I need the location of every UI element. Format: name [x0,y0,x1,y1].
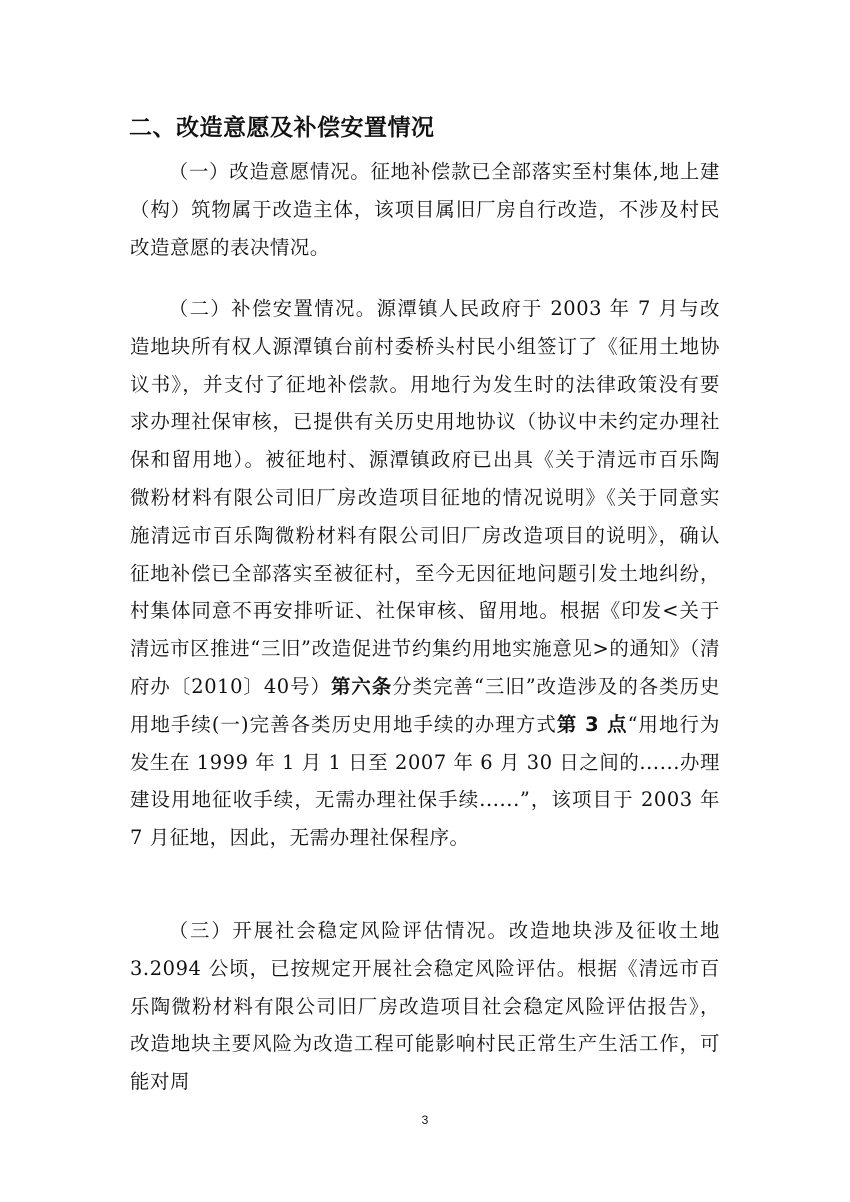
bold-point-ref: 第 3 点 [556,712,628,736]
paragraph-text: （三）开展社会稳定风险评估情况。改造地块涉及征收土地 3.2094 公顷，已按规定开展社会稳定风险评估。根据《清远市百乐陶微粉材料有限公司旧厂房改造项目社会稳定风险评估报告》，改造地块主要风险为改造工程可能影响村民正常生产生活工作，可能对周 [130,919,720,1094]
page-number: 3 [421,1113,429,1127]
paragraph-text: （一）改造意愿情况。征地补偿款已全部落实至村集体,地上建（构）筑物属于改造主体，该项目属旧厂房自行改造，不涉及村民改造意愿的表决情况。 [130,160,720,259]
section-heading: 二、改造意愿及补偿安置情况 [129,115,435,141]
paragraph-text: “用地行为发生在 1999 年 1 月 1 日至 2007 年 6 月 30 日之间的......办理建设用地征收手续，无需办理社保手续......”，该项目于 2003 年 7 月征地，因此，无需办理社保程序。 [130,712,720,850]
paragraph-text: 分类完善“三旧”改造涉及的各类历史用地手续(一)完善各类历史用地手续的办理方式 [130,674,720,736]
paragraph-text: （二）补偿安置情况。源潭镇人民政府于 2003 年 7 月与改造地块所有权人源潭镇台前村委桥头村民小组签订了《征用土地协议书》，并支付了征地补偿款。用地行为发生时的法律政策没有要求办理社保审核，已提供有关历史用地协议（协议中未约定办理社保和留用地）。被征地村、源潭镇政府已出具《关于清远市百乐陶微粉材料有限公司旧厂房改造项目征地的情况说明》《关于同意实施清远市百乐陶微粉材料有限公司旧厂房改造项目的说明》，确认征地补偿已全部落实至被征村，至今无因征地问题引发土地纠纷，村集体同意不再安排听证、社保审核、留用地。根据《印发<关于清远市区推进“三旧”改造促进节约集约用地实施意见>的通知》（清府办〔2010〕40号） [130,297,720,698]
bold-article-ref: 第六条 [331,674,393,698]
paragraph-renovation-willingness [130,153,720,266]
paragraph-risk-assessment [130,912,720,1101]
paragraph-compensation [130,290,720,857]
